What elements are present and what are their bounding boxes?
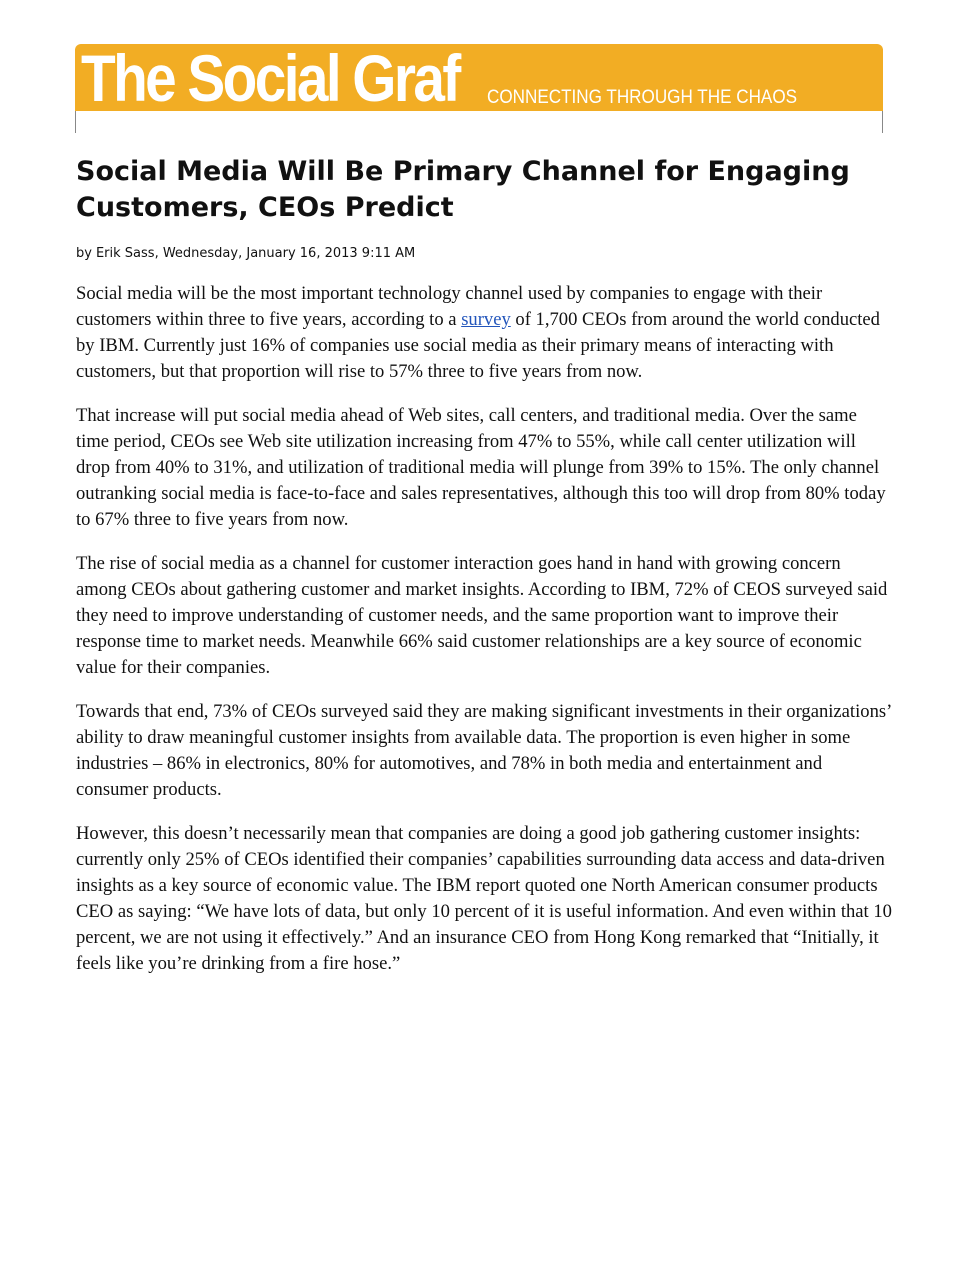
paragraph [76,281,892,385]
byline-comma: , [154,246,163,261]
brand-logo-text[interactable]: The Social Graf [81,44,459,111]
paragraph: The rise of social media as a channel for customer interaction goes hand in hand with growing concern among CEOs about gathering customer and market insights. According to IBM, 72% of CEOS surveyed said they need to improve understanding of customer needs, and the same proportion want to improve their response time to market needs. Meanwhile 66% said customer relationships are a key source of economic value for their companies. [76,553,888,678]
byline-author: Erik Sass [95,246,155,261]
paragraph-text: Social media will be the most important technology channel used by companies to engage with their customers within three to five years, according to a [76,283,823,330]
article-byline [76,245,415,263]
masthead-divider [75,111,76,133]
paragraph: However, this doesn’t necessarily mean that companies are doing a good job gathering customer insights: currently only 25% of CEOs identified their companies’ capabilities surrounding data access and data-driven insights as a key source of economic value. The IBM report quoted one North American consumer products CEO as saying: “We have lots of data, but only 10 percent of it is useful information. And even within that 10 percent, we are not using it effectively.” And an insurance CEO from Hong Kong remarked that “Initially, it feels like you’re drinking from a fire hose.” [76,823,892,974]
article-title: Social Media Will Be Primary Channel for Engaging Customers, CEOs Predict [76,156,850,223]
brand-tagline: CONNECTING THROUGH THE CHAOS [487,87,798,108]
paragraph-text: of 1,700 CEOs from around the world conducted by IBM. Currently just 16% of companies use social media as their primary means of interacting with customers, but that proportion will rise to 57% three to five years from now. [76,309,880,382]
masthead-banner [75,44,883,111]
article-body [76,281,892,995]
byline-date: Wednesday, January 16, 2013 9:11 AM [162,246,416,261]
survey-link[interactable]: survey [461,309,511,330]
paragraph: That increase will put social media ahead of Web sites, call centers, and traditional media. Over the same time period, CEOs see Web site utilization increasing from 47% to 55%, while call center utilization will drop from 40% to 31%, and utilization of traditional media will plunge from 39% to 15%. The only channel outranking social media is face-to-face and sales representatives, although this too will drop from 80% today to 67% three to five years from now. [76,405,886,530]
paragraph: Towards that end, 73% of CEOs surveyed said they are making significant investments in their organizations’ ability to draw meaningful customer insights from available data. The proportion is even higher in some industries – 86% in electronics, 80% for automotives, and 78% in both media and entertainment and consumer products. [76,701,891,800]
masthead-divider [882,111,883,133]
byline-prefix: by [76,246,92,261]
